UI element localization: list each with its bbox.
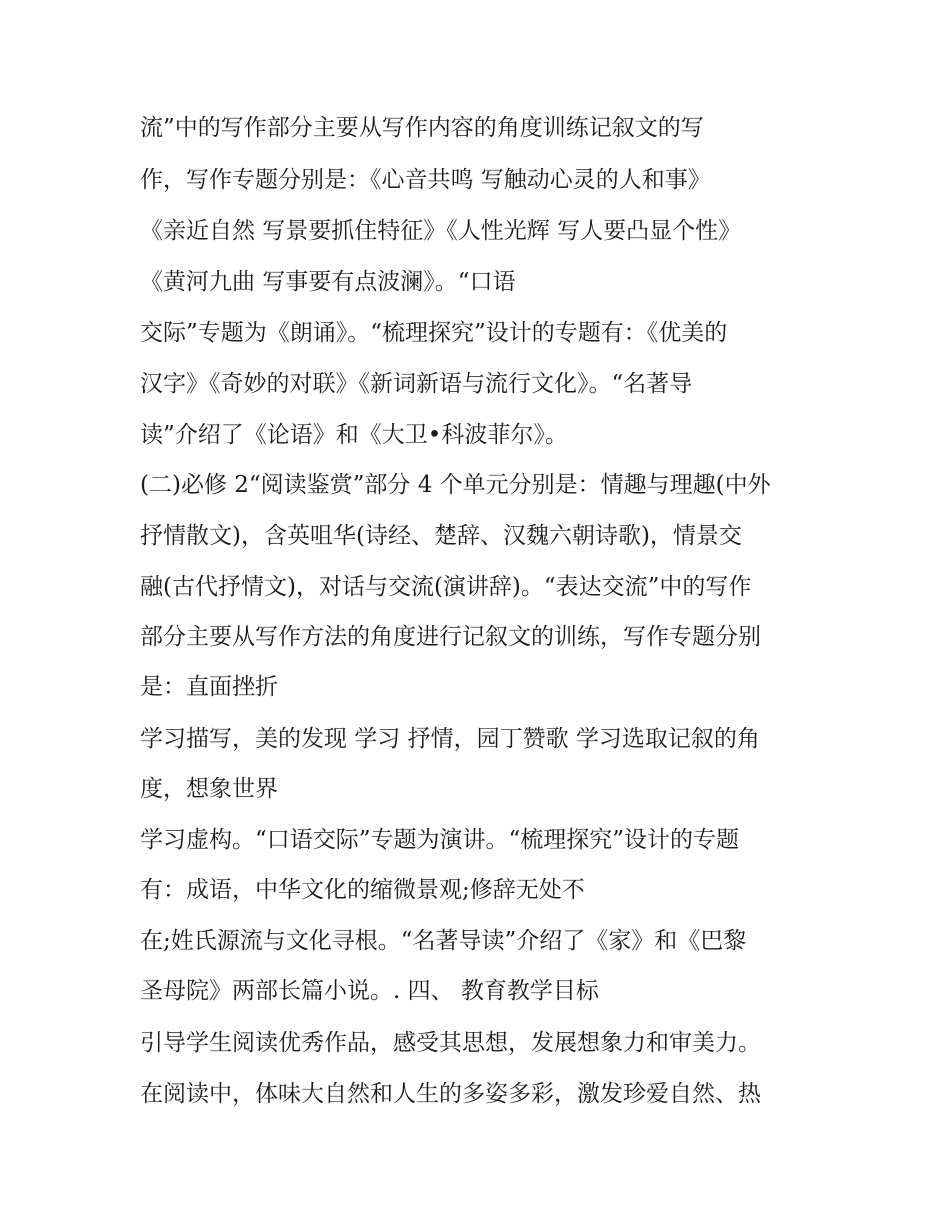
text-line: 有：成语，中华文化的缩微景观;修辞无处不: [140, 877, 585, 903]
text-line: 圣母院》两部长篇小说。. 四、 教育教学目标: [140, 978, 599, 1004]
text-line: 引导学生阅读优秀作品，感受其思想，发展想象力和审美力。: [140, 1030, 761, 1056]
text-line: 读”介绍了《论语》和《大卫•科波菲尔》。: [140, 422, 568, 448]
text-line: 抒情散文)，含英咀华(诗经、楚辞、汉魏六朝诗歌)，情景交: [140, 523, 742, 549]
text-line: 作，写作专题分别是：《心音共鸣 写触动心灵的人和事》: [140, 167, 711, 193]
text-line: 是：直面挫折: [140, 674, 278, 700]
text-line: 学习描写，美的发现 学习 抒情，园丁赞歌 学习选取记叙的角: [140, 726, 760, 752]
text-line: 在;姓氏源流与文化寻根。“名著导读”介绍了《家》和《巴黎: [140, 928, 747, 954]
text-line: 部分主要从写作方法的角度进行记叙文的训练，写作专题分别: [140, 624, 761, 650]
text-line: 流”中的写作部分主要从写作内容的角度训练记叙文的写: [140, 115, 704, 141]
text-line: 汉字》《奇妙的对联》《新词新语与流行文化》。“名著导: [140, 371, 693, 397]
text-line: 交际”专题为《朗诵》。“梳理探究”设计的专题有：《优美的: [140, 320, 728, 346]
text-line: 《黄河九曲 写事要有点波澜》。“口语: [140, 269, 516, 295]
text-line: 度，想象世界: [140, 776, 278, 802]
text-line: 学习虚构。“口语交际”专题为演讲。“梳理探究”设计的专题: [140, 827, 740, 853]
text-line: 融(古代抒情文)，对话与交流(演讲辞)。“表达交流”中的写作: [140, 574, 752, 600]
text-line: 在阅读中，体味大自然和人生的多姿多彩，激发珍爱自然、热: [140, 1081, 761, 1107]
text-line: (二)必修 2“阅读鉴赏”部分 4 个单元分别是：情趣与理趣(中外: [140, 472, 771, 498]
text-line: 《亲近自然 写景要抓住特征》《人性光辉 写人要凸显个性》: [140, 218, 742, 244]
